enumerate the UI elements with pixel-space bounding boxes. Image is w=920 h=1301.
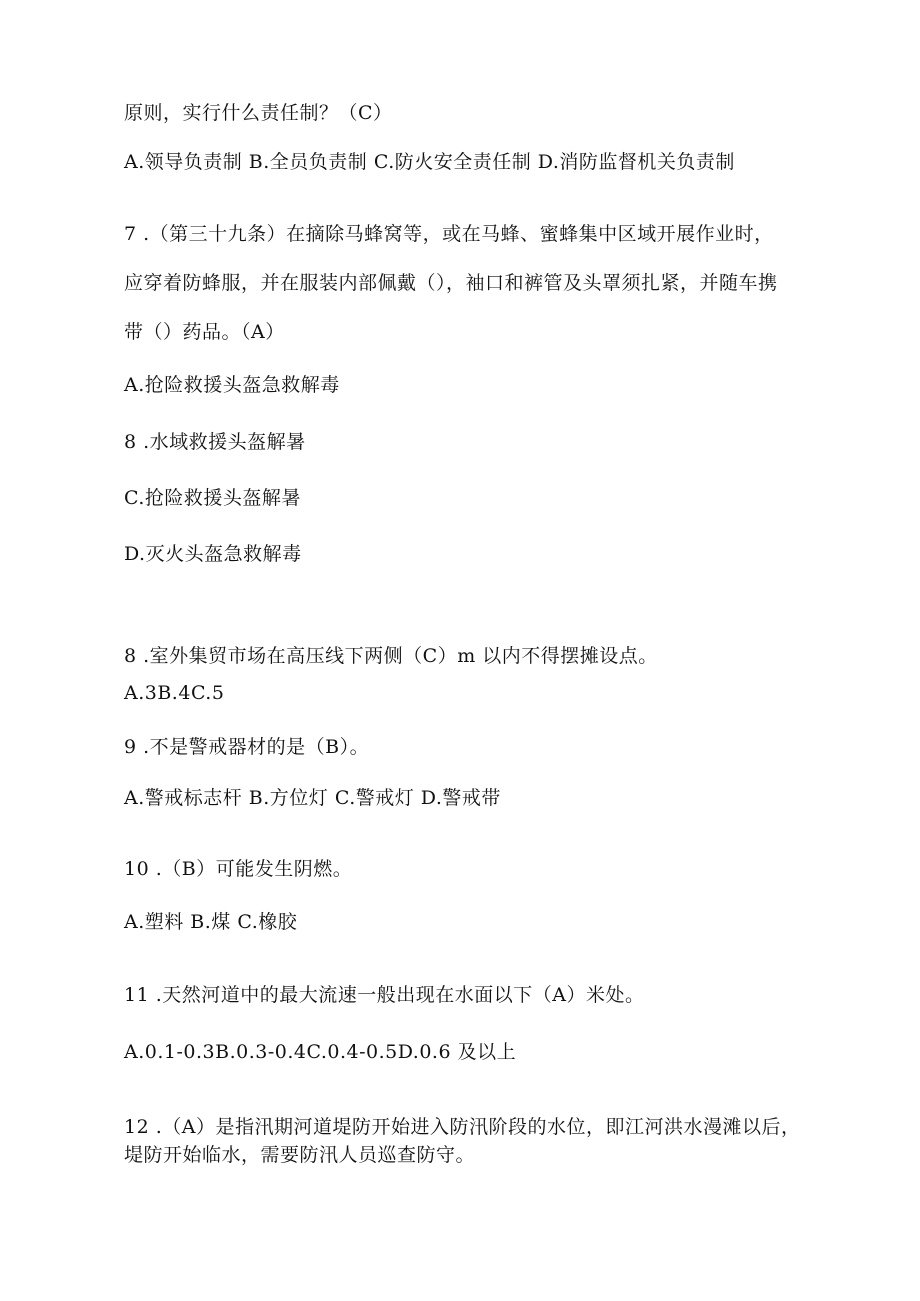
- text-line: A.塑料 B.煤 C.橡胶: [124, 911, 298, 933]
- text-line: A.0.1-0.3B.0.3-0.4C.0.4-0.5D.0.6 及以上: [124, 1041, 517, 1063]
- text-line: 12 .（A）是指汛期河道堤防开始进入防汛阶段的水位，即江河洪水漫滩以后，: [124, 1116, 801, 1138]
- text-line: 8 .水域救援头盔解暑: [124, 431, 306, 453]
- text-line: 7 .（第三十九条）在摘除马蜂窝等，或在马蜂、蜜蜂集中区域开展作业时，: [124, 223, 774, 245]
- text-line: 9 .不是警戒器材的是（B）。: [124, 736, 370, 758]
- text-line: A.抢险救援头盔急救解毒: [124, 374, 340, 396]
- text-line: C.抢险救援头盔解暑: [124, 487, 301, 509]
- text-line: 11 .天然河道中的最大流速一般出现在水面以下（A）米处。: [124, 984, 645, 1006]
- text-line: A.3B.4C.5: [124, 682, 225, 704]
- text-line: 带（）药品。（A）: [124, 321, 285, 343]
- text-line: 10 .（B）可能发生阴燃。: [124, 858, 353, 880]
- text-line: D.灭火头盔急救解毒: [124, 543, 302, 565]
- text-line: A.警戒标志杆 B.方位灯 C.警戒灯 D.警戒带: [124, 787, 501, 809]
- text-line: A.领导负责制 B.全员负责制 C.防火安全责任制 D.消防监督机关负责制: [124, 151, 735, 173]
- text-line: 应穿着防蜂服，并在服装内部佩戴（），袖口和裤管及头罩须扎紧，并随车携: [124, 272, 778, 294]
- text-line: 堤防开始临水，需要防汛人员巡查防守。: [124, 1144, 476, 1166]
- text-line: 8 .室外集贸市场在高压线下两侧（C）m 以内不得摆摊设点。: [124, 645, 658, 667]
- text-line: 原则，实行什么责任制？（C）: [124, 102, 393, 124]
